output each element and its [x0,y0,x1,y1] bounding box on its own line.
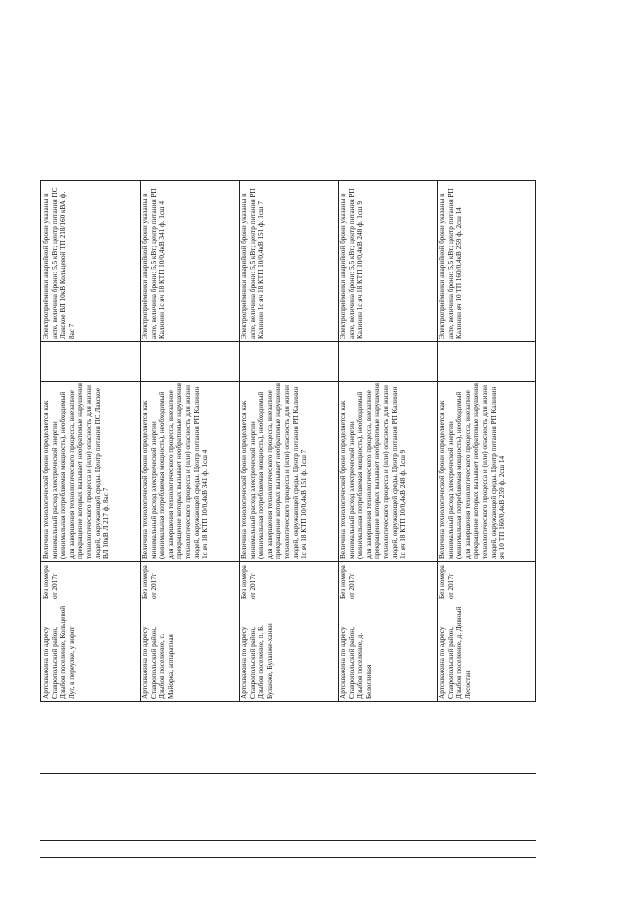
table-row [239,601,338,701]
cell-value: Электроприёмники аварийной брони указаны в акте, величина брони: 5,5 кВт; центр питания ПС Лакское ВЛ 10кВ Кольцевой ТП 218/160 кВА ф. 8ас 7 [42,187,76,339]
cell-object: Артскважина по адресу Ставропольский район, Дзыбов поселение, п. Б. Буланже, Буланже-ханки [240,623,274,699]
cell-definition: Величина технологической брони определяется как минимальный расход электрической энергии (минимальная потребляемая мощность), необходимый для завершения технологического процесса, внезапное прекращение которых вызывает необратимые нарушения технологического процесса и (или) опасность для жизни людей, окружающей среды. Центр питания РП Калинин 1с яч 18 КТП 10/0,4кВ 151 ф. 1сш 7 [240,383,309,559]
table-row [41,601,140,701]
cell-document: Без номера от 2017г [141,565,158,599]
table-row [140,561,239,601]
cell-definition: Величина технологической брони определяется как минимальный расход электрической энергии (минимальная потребляемая мощность), необходимый для завершения технологического процесса, внезапное прекращение которых вызывает необратимые нарушения технологического процесса и (или) опасность для жизни людей, окружающей среды. Центр питания РП Калинин 1с яч 18 КТП 10/0,4кВ 248 ф. 1сш 9 [339,383,408,559]
cell-value: Электроприёмники аварийной брони указаны в акте, величина брони: 5,5 кВт; центр питания РП Калинин яч 10 ТП 160/0,4кВ 259 ф. 2сш 14 [438,188,464,339]
cell-definition: Величина технологической брони определяется как минимальный расход электрической энергии (минимальная потребляемая мощность), необходимый для завершения технологического процесса, внезапное прекращение которых вызывает необратимые нарушения технологического процесса и (или) опасность для жизни людей, окружающей среды. Центр питания ПС Лакское ВЛ 10кВ Л 217 ф. 8ас 7 [42,383,111,559]
cell-definition: Величина технологической брони определяется как минимальный расход электрической энергии (минимальная потребляемая мощность), необходимый для завершения технологического процесса, внезапное прекращение которых вызывает необратимые нарушения технологического процесса и (или) опасность для жизни людей, окружающей среды. Центр питания РП Калинин 1с яч 18 КТП 10/0,4кВ 341 ф. 1сш 4 [141,383,210,559]
table-row [437,601,535,701]
table-row [140,181,239,341]
cell-document: Без номера от 2017г [438,565,455,599]
table-row [338,381,437,561]
table-row [140,381,239,561]
table-row [41,341,140,381]
table-row [239,181,338,341]
cell-object: Артскважина по адресу Ставропольский район, Дзыбов поселение, д. Дивный Лесостан [438,606,472,699]
page-rule-middle [40,840,536,841]
table-row [338,561,437,601]
table-row [239,561,338,601]
table-row [41,381,140,561]
cell-object: Артскважина по адресу Ставропольский район, Дзыбов поселение, д. Белогливая [339,626,373,699]
table-row [437,181,535,341]
cell-definition: Величина технологической брони определяется как минимальный расход электрической энергии (минимальная потребляемая мощность), необходимый для завершения технологического процесса, внезапное прекращение которых вызывает необратимые нарушения технологического процесса и (или) опасность для жизни людей, окружающей среды. Центр питания РП Калинин яч 10 ТП 160/0,4кВ 259 ф. 2сш 14 [438,383,507,559]
page-rule-top [40,773,536,774]
table-row [437,381,535,561]
cell-document: Без номера от 2017г [240,565,257,599]
rotated-table [40,180,536,702]
table-row [338,601,437,701]
cell-value: Электроприёмники аварийной брони указаны в акте, величина брони: 5,5 кВт; центр питания РП Калинин 1с яч 18 КТП 10/0,4кВ 341 ф. 1сш 4 [141,188,167,339]
cell-object: Артскважина по адресу Ставропольский район, Дзыбов поселение, с. Майорка, аппаратная [141,626,175,699]
table-row [41,561,140,601]
cell-object: Артскважина по адресу Ставропольский район, Дзыбов поселение, Кольцевой Луг, в переулке, у ворот [42,605,76,699]
cell-document: Без номера от 2017г [339,565,356,599]
table-row [140,601,239,701]
table-row [338,181,437,341]
table-row [239,381,338,561]
cell-document: Без номера от 2017г [42,565,59,599]
cell-value: Электроприёмники аварийной брони указаны в акте, величина брони: 5,5 кВт; центр питания РП Калинин 1с яч 18 КТП 10/0,4кВ 248 ф. 1сш 9 [339,188,365,339]
page-rule-bottom [40,857,536,858]
cell-value: Электроприёмники аварийной брони указаны в акте, величина брони: 5,5 кВт; центр питания РП Калинин 1с яч 18 КТП 10/0,4кВ 151 ф. 1сш 7 [240,188,266,339]
table-row [437,561,535,601]
table-row [41,181,140,341]
